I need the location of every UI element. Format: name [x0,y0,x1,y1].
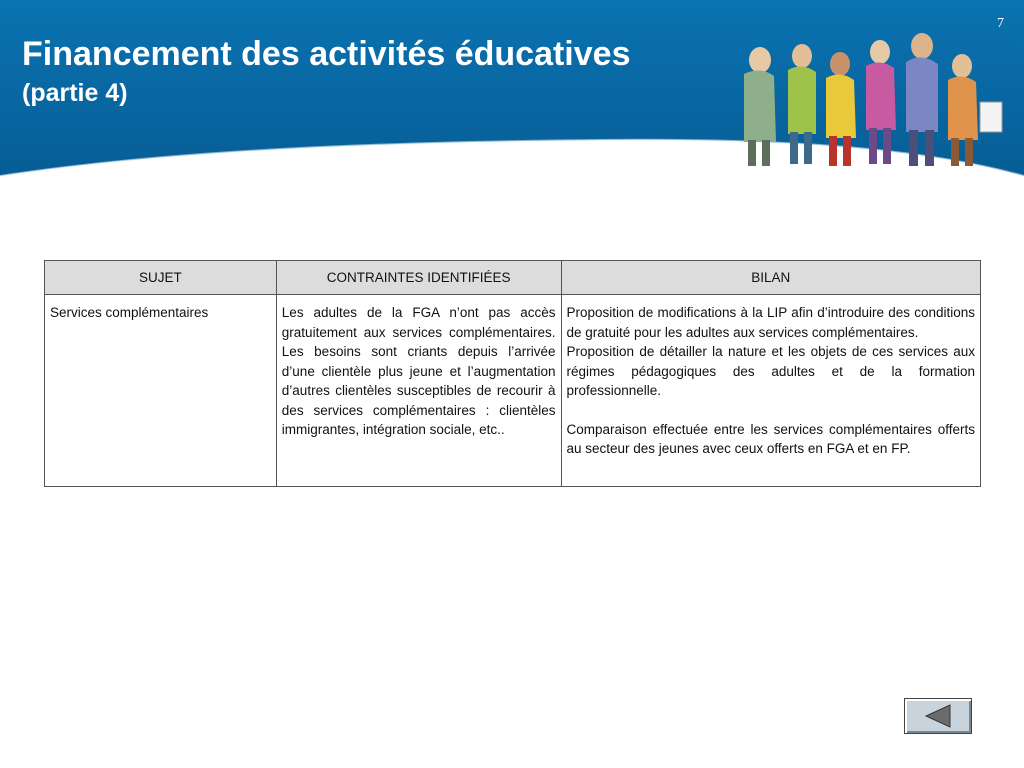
cell-contraintes [276,295,561,487]
bilan-paragraph: Proposition de modifications à la LIP afin d’introduire des conditions de gratuité pour les adultes aux services complémentaires. [566,305,975,340]
header-contraintes: CONTRAINTES IDENTIFIÉES [276,261,561,295]
triangle-left-icon [923,704,953,728]
table-row [45,295,981,487]
bilan-paragraph: Proposition de détailler la nature et les objets de ces services aux régimes pédagogiques des adultes et de la formation professionnelle. [566,344,975,398]
cell-bilan [561,295,981,487]
header-sujet: SUJET [45,261,277,295]
bilan-paragraph: Comparaison effectuée entre les services complémentaires offerts au secteur des jeunes avec ceux offerts en FGA et en FP. [566,421,975,456]
table-header-row [45,261,981,295]
header-bilan: BILAN [561,261,981,295]
sujet-text: Services complémentaires [50,305,209,320]
slide-number: 7 [997,16,1004,31]
contraintes-text: Les adultes de la FGA n’ont pas accès gratuitement aux services complémentaires. Les besoins sont criants depuis l’arrivée d’une clientèle plus jeune et l’augmentation d’autres clientèles susceptibles de recourir à des services complémentaires : clientèles immigrantes, intégration sociale, etc.. [281,305,556,437]
slide-title: Financement des activités éducatives [22,35,631,73]
content-table [44,260,981,487]
previous-slide-button[interactable] [904,698,972,734]
group-of-people-illustration [730,22,1010,172]
cell-sujet [45,295,277,487]
slide-subtitle: (partie 4) [22,79,128,107]
